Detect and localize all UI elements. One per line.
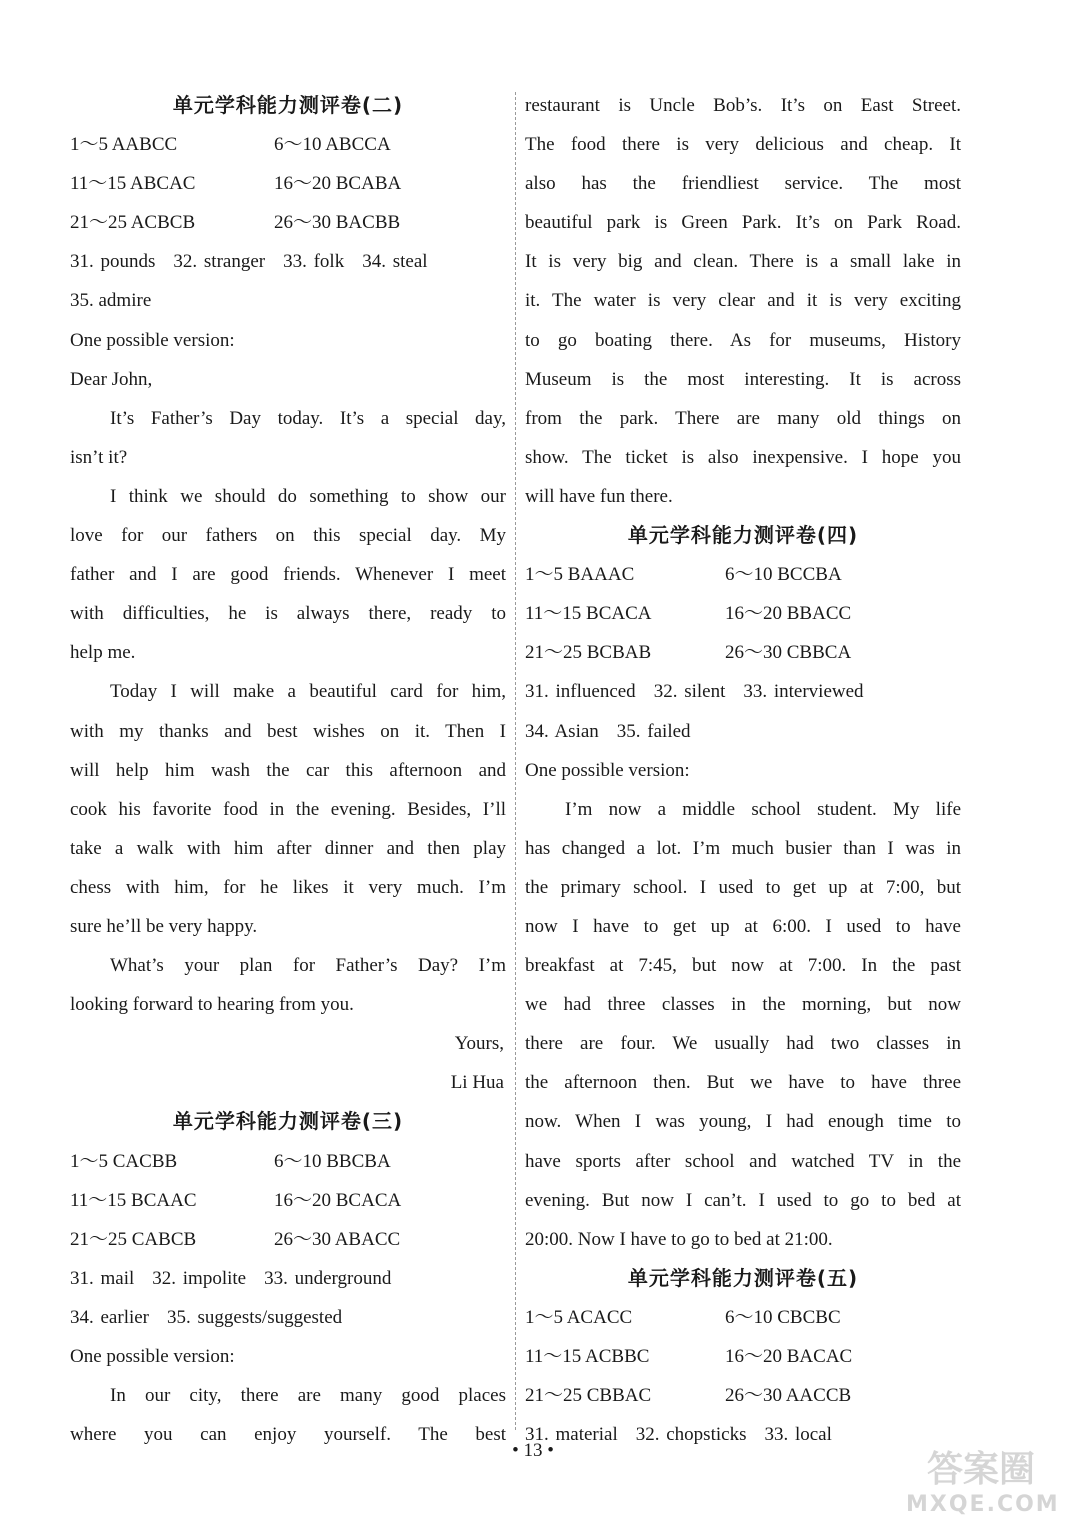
essay-line: it. The water is very clear and it is very exciting <box>525 290 961 312</box>
essay-line: looking forward to hearing from you. <box>70 994 354 1016</box>
page-number: • 13 • <box>512 1440 554 1461</box>
letter-closing: Yours, <box>454 1033 504 1055</box>
essay-line: the afternoon then. But we have to have three <box>525 1072 961 1094</box>
answer-row: 21～25 ACBCB 26～30 BACBB <box>70 212 401 234</box>
essay-line: cook his favorite food in the evening. Besides, I’ll <box>70 798 506 820</box>
section-title-5: 单元学科能力测评卷(五) <box>627 1265 859 1290</box>
word-answers: 31. pounds 32. stranger 33. folk 34. steal <box>70 251 428 273</box>
watermark-title: 答案圈 <box>926 1449 1035 1490</box>
essay-line: evening. But now I can’t. I used to go to bed at <box>525 1189 961 1211</box>
essay-line: have sports after school and watched TV in the <box>525 1150 961 1172</box>
essay-line: now I have to get up at 6:00. I used to have <box>525 915 961 937</box>
word-answers: 34. Asian 35. failed <box>525 720 691 742</box>
essay-line: will help him wash the car this afternoon and <box>70 759 506 781</box>
right-column <box>525 86 961 1454</box>
version-label: One possible version: <box>70 1346 235 1367</box>
essay-line: also has the friendliest service. The most <box>525 173 961 195</box>
essay-line: isn’t it? <box>70 446 128 468</box>
essay-line: I’m now a middle school student. My life <box>565 798 961 820</box>
section-title-2: 单元学科能力测评卷(二) <box>172 93 404 117</box>
essay-line: we had three classes in the morning, but now <box>525 994 961 1016</box>
essay-line: beautiful park is Green Park. It’s on Park Road. <box>525 212 961 234</box>
essay-line: show. The ticket is also inexpensive. I hope you <box>525 446 961 468</box>
essay-line: now. When I was young, I had enough time to <box>525 1111 961 1133</box>
essay-line: take a walk with him after dinner and then play <box>70 837 506 859</box>
essay-line: Museum is the most interesting. It is across <box>525 368 961 390</box>
essay-line: The food there is very delicious and cheap. It <box>525 134 961 156</box>
essay-line: sure he’ll be very happy. <box>70 915 258 937</box>
essay-line: What’s your plan for Father’s Day? I’m <box>110 955 506 977</box>
answer-row: 11～15 ACBBC 16～20 BACAC <box>525 1346 853 1367</box>
word-answers: 31. influenced 32. silent 33. interviewed <box>525 681 864 703</box>
essay-line: from the park. There are many old things on <box>525 407 961 429</box>
essay-line: father and I are good friends. Whenever I meet <box>70 564 506 586</box>
answer-row: 11～15 BCAAC 16～20 BCACA <box>70 1189 402 1211</box>
answer-row: 1～5 CACBB 6～10 BBCBA <box>70 1150 391 1172</box>
essay-line: with my thanks and best wishes on it. Then I <box>70 720 506 742</box>
answer-row: 1～5 ACACC 6～10 CBCBC <box>525 1306 841 1328</box>
essay-line: help me. <box>70 642 136 664</box>
version-label: One possible version: <box>70 329 235 351</box>
essay-line: chess with him, for he likes it very much. I’m <box>70 876 506 898</box>
essay-line: restaurant is Uncle Bob’s. It’s on East Street. <box>525 95 961 116</box>
essay-line: will have fun there. <box>525 485 673 507</box>
word-answers: 31. material 32. chopsticks 33. local <box>525 1424 832 1446</box>
essay-line: with difficulties, he is always there, ready to <box>70 603 506 625</box>
essay-line: there are four. We usually had two classes in <box>525 1033 961 1055</box>
word-answers: 34. earlier 35. suggests/suggested <box>70 1306 343 1328</box>
answer-row: 21～25 CABCB 26～30 ABACC <box>70 1228 401 1250</box>
letter-signature: Li Hua <box>450 1072 504 1094</box>
section-title-4: 单元学科能力测评卷(四) <box>627 523 859 548</box>
section-title-3: 单元学科能力测评卷(三) <box>172 1109 404 1134</box>
answer-row: 21～25 BCBAB 26～30 CBBCA <box>525 642 852 664</box>
word-answer-35: 35. admire <box>70 290 152 312</box>
answer-row: 1～5 BAAAC 6～10 BCCBA <box>525 564 842 586</box>
essay-line: It is very big and clean. There is a small lake in <box>525 251 961 273</box>
essay-line: breakfast at 7:45, but now at 7:00. In the past <box>525 955 961 977</box>
essay-line: where you can enjoy yourself. The best <box>70 1424 506 1446</box>
letter-greeting: Dear John, <box>70 368 153 390</box>
column-divider <box>515 92 516 1430</box>
essay-line: to go boating there. As for museums, History <box>525 329 961 351</box>
essay-line: Today I will make a beautiful card for him, <box>110 681 506 703</box>
answer-row: 11～15 BCACA 16～20 BBACC <box>525 603 852 625</box>
essay-line: has changed a lot. I’m much busier than I was in <box>525 837 961 859</box>
word-answers: 31. mail 32. impolite 33. underground <box>70 1267 392 1289</box>
essay-line: the primary school. I used to get up at 7:00, but <box>525 876 961 898</box>
version-label: One possible version: <box>525 759 690 781</box>
answer-row: 21～25 CBBAC 26～30 AACCB <box>525 1385 852 1407</box>
essay-line: It’s Father’s Day today. It’s a special day, <box>110 407 506 429</box>
essay-line: love for our fathers on this special day. My <box>70 525 506 547</box>
answer-row: 1～5 AABCC 6～10 ABCCA <box>70 134 391 156</box>
watermark-logo <box>906 1448 1060 1528</box>
answer-row: 11～15 ABCAC 16～20 BCABA <box>70 173 402 195</box>
left-column <box>70 86 506 1454</box>
watermark-url: MXQE.COM <box>906 1492 1060 1517</box>
essay-line: In our city, there are many good places <box>110 1385 506 1407</box>
essay-line: I think we should do something to show our <box>110 485 506 507</box>
essay-line: 20:00. Now I have to go to bed at 21:00. <box>525 1228 833 1250</box>
